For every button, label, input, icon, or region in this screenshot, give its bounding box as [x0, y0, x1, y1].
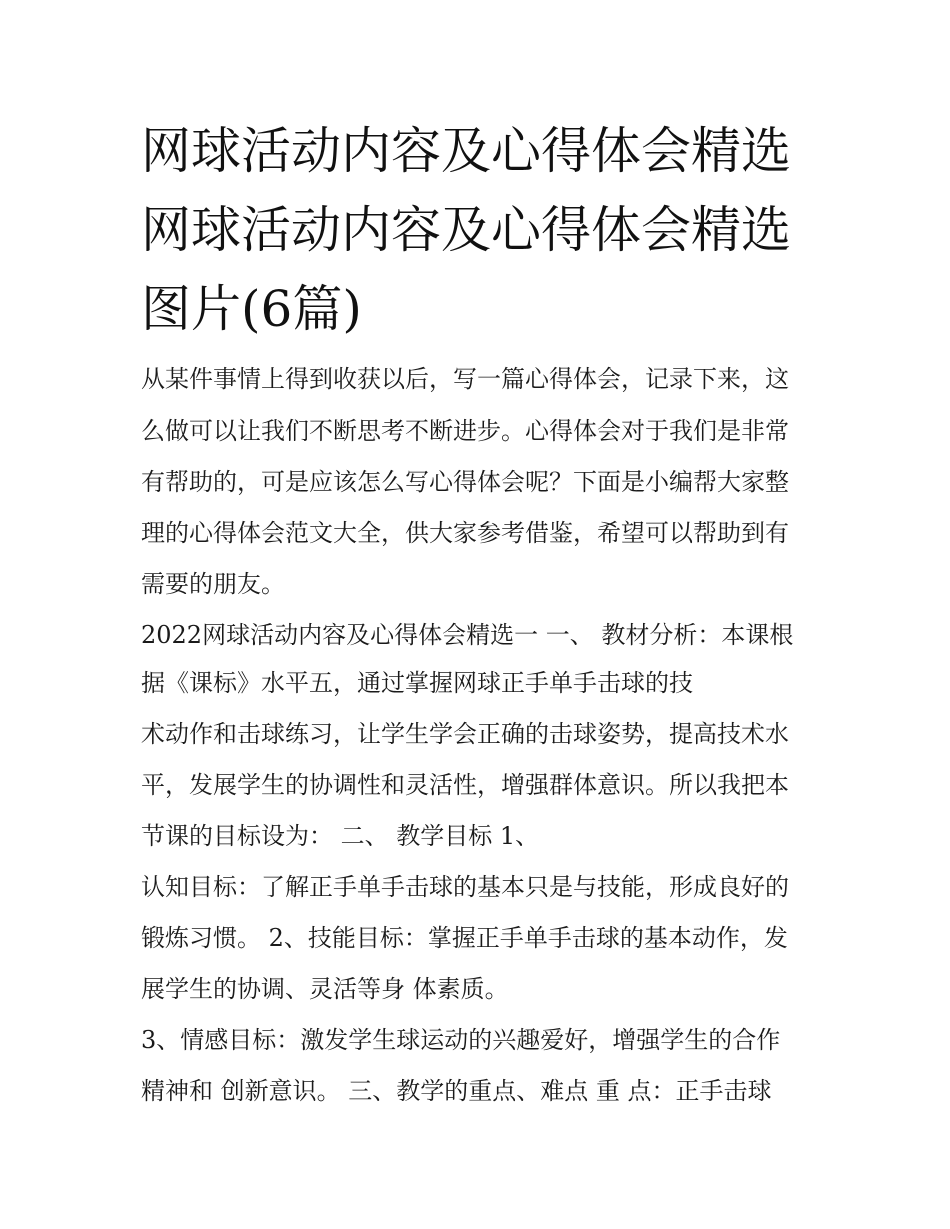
body-line-7: 据《课标》水平五，通过掌握网球正手单手击球的技	[141, 669, 693, 697]
body-line-4: 理的心得体会范文大全，供大家参考借鉴，希望可以帮助到有	[141, 519, 789, 547]
document-title	[141, 112, 821, 349]
body-line-9: 平，发展学生的协调性和灵活性，增强群体意识。所以我把本	[141, 771, 789, 799]
body-line-10: 节课的目标设为： 二、 教学目标 1、	[141, 822, 540, 850]
body-line-6: 2022网球活动内容及心得体会精选一 一、 教材分析：本课根	[141, 621, 794, 649]
body-line-5: 需要的朋友。	[141, 570, 285, 598]
body-line-11: 认知目标：了解正手单手击球的基本只是与技能，形成良好的	[141, 873, 789, 901]
title-line-2: 网球活动内容及心得体会精选	[141, 201, 791, 259]
title-line-1: 网球活动内容及心得体会精选	[141, 122, 791, 180]
body-line-8: 术动作和击球练习，让学生学会正确的击球姿势，提高技术水	[141, 720, 789, 748]
body-line-13: 展学生的协调、灵活等身 体素质。	[141, 975, 509, 1003]
body-line-12: 锻炼习惯。 2、技能目标：掌握正手单手击球的基本动作，发	[141, 924, 788, 952]
title-line-3: 图片(6篇)	[141, 280, 362, 338]
body-line-15: 精神和 创新意识。 三、教学的重点、难点 重 点：正手击球	[141, 1077, 772, 1105]
body-line-2: 么做可以让我们不断思考不断进步。心得体会对于我们是非常	[141, 417, 789, 445]
body-line-3: 有帮助的，可是应该怎么写心得体会呢？下面是小编帮大家整	[141, 468, 789, 496]
body-line-14: 3、情感目标：激发学生球运动的兴趣爱好，增强学生的合作	[141, 1026, 781, 1054]
body-line-1: 从某件事情上得到收获以后，写一篇心得体会，记录下来，这	[141, 365, 789, 393]
